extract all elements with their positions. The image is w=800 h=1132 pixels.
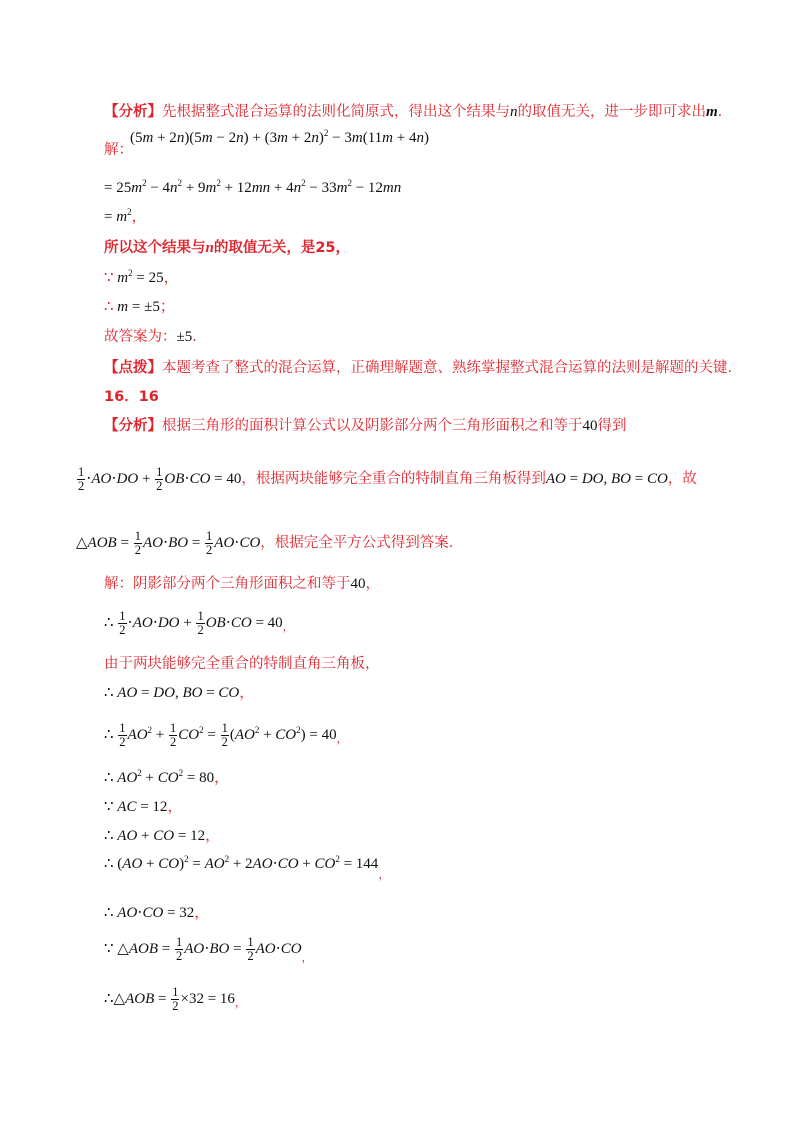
conclusion-text-b: 的取值无关，是 bbox=[213, 240, 316, 256]
q16-since-board: 由于两块能够完全重合的特制直角三角板， bbox=[104, 656, 380, 672]
conclusion-text-a: 所以这个结果与 bbox=[104, 240, 206, 256]
q16-analysis-text: 根据三角形的面积计算公式以及阴影部分两个三角形面积之和等于 bbox=[162, 418, 583, 434]
q16-analysis-text-2: 得到 bbox=[597, 418, 627, 434]
comment-paragraph bbox=[104, 358, 732, 378]
q16-board-text: ，根据两块能够完全重合的特制直角三角板得到 bbox=[241, 470, 546, 487]
analysis-paragraph-1 bbox=[104, 102, 722, 122]
expression-expanded: = $25m^2 - 4n^2 + 9m^2 + 12mn + 4n^2 - 33m^2 - 12mn$ bbox=[104, 178, 402, 196]
comment-tag: 【点拨】 bbox=[104, 360, 162, 376]
conclusion-line bbox=[104, 238, 350, 258]
answer-line bbox=[104, 327, 197, 347]
var-n-2: n bbox=[205, 240, 214, 256]
q16-step-square-expand: ∴ $(AO + CO)^2 = AO^2 + 2AO\cdot CO + CO^2 = 144_,$ bbox=[104, 854, 390, 881]
q16-therefore-text: ，故 bbox=[667, 470, 697, 487]
q16-area-sum-line bbox=[76, 466, 697, 493]
q16-step-32: ∴ AO⋅CO = 32， bbox=[104, 905, 210, 921]
q16-step-result-16: ∴△AOB = $\frac{1}{2}$ $\times 32 = 16_,$ bbox=[104, 985, 246, 1013]
q16-solution-start bbox=[104, 574, 380, 594]
q16-step-area-aob: ∵ △AOB = $\frac{1}{2}$ AO⋅BO = $\frac{1}{2}$ $AO\cdot CO_,$ bbox=[104, 935, 313, 964]
period: . bbox=[717, 104, 723, 120]
step-because-m2: ∵ $m^2 = 25$， bbox=[104, 268, 179, 286]
q16-value-40: 40 bbox=[582, 418, 598, 434]
expression-original: $(5m + 2n)(5m - 2n) + (3m + 2n)^2 - 3m(11m + 4n)$ bbox=[130, 128, 429, 146]
conclusion-value: 25 bbox=[315, 240, 336, 256]
analysis-tag: 【分析】 bbox=[104, 104, 162, 120]
q16-triangle-area-formula: △AOB = $\frac{1}{2}$ AO⋅BO = $\frac{1}{2}$ AO⋅CO bbox=[76, 529, 261, 557]
solution-label: 解： bbox=[104, 142, 133, 158]
q16-step-equal-sides: ∴ AO = DO, BO = CO， bbox=[104, 685, 255, 701]
answer-label: 故答案为： bbox=[104, 329, 177, 345]
expression-simplified: = $m^2$， bbox=[104, 207, 147, 225]
period: . bbox=[192, 329, 197, 345]
analysis-text: 先根据整式混合运算的法则化简原式，得出这个结果与 bbox=[162, 104, 510, 120]
q16-square-text: ，根据完全平方公式得到答案. bbox=[260, 534, 454, 551]
q16-step-80: ∴ $AO^2 + CO^2 = 80$， bbox=[104, 768, 230, 786]
q16-analysis bbox=[104, 416, 627, 436]
q16-step-area-sum: ∴ $\frac{1}{2}$ ⋅AO⋅DO + $\frac{1}{2}$ $OB\cdot CO = 40_,$ bbox=[104, 609, 294, 637]
q16-solution-40: 40 bbox=[350, 576, 366, 592]
q16-step-squares-sum: ∴ $\frac{1}{2}$ $AO^2$ + $\frac{1}{2}$ $CO^2$ = $\frac{1}{2}$ $(AO^2 + CO^2) = 40_,$ bbox=[104, 721, 348, 749]
comma: ， bbox=[335, 240, 351, 256]
q16-step-aoco12: ∴ AO + CO = 12， bbox=[104, 828, 221, 844]
step-therefore-m: ∴ m = ±5； bbox=[104, 299, 175, 315]
analysis-text-2: 的取值无关，进一步即可求出 bbox=[517, 104, 706, 120]
q16-area-sum-formula: $\frac{1}{2}$ ⋅AO⋅DO + $\frac{1}{2}$ OB⋅CO = 40 bbox=[78, 465, 242, 493]
q16-step-ac12: ∵ AC = 12， bbox=[104, 799, 183, 815]
comma: ， bbox=[365, 576, 380, 592]
answer-value: ±5 bbox=[176, 329, 193, 345]
q16-solution-text: 解：阴影部分两个三角形面积之和等于 bbox=[104, 576, 351, 592]
q16-triangle-area-line bbox=[76, 530, 453, 557]
q16-equal-sides: AO = DO, BO = CO bbox=[545, 470, 668, 487]
question-16-header: 16．16 bbox=[104, 389, 159, 405]
q16-analysis-tag: 【分析】 bbox=[104, 418, 162, 434]
comment-text: 本题考查了整式的混合运算，正确理解题意、熟练掌握整式混合运算的法则是解题的关键. bbox=[162, 360, 733, 376]
var-m: m bbox=[706, 104, 718, 120]
var-n: n bbox=[510, 104, 518, 120]
